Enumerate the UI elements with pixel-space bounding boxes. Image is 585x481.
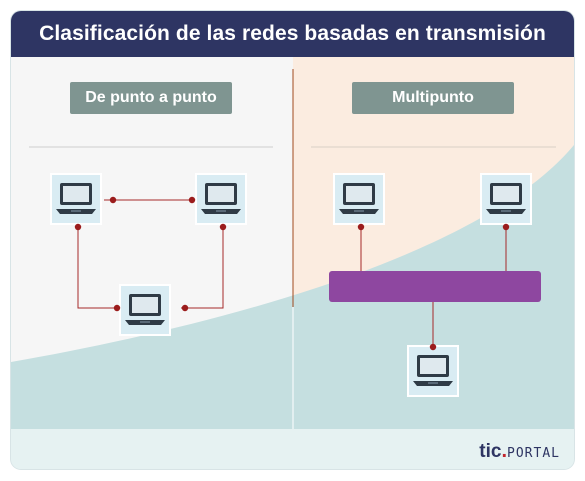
page-title: Clasificación de las redes basadas en transmisión [39, 22, 546, 45]
laptop-icon [51, 174, 101, 224]
brand-logo [479, 441, 560, 461]
label-punto-a-punto: De punto a punto [70, 82, 232, 114]
header-bar [11, 11, 574, 57]
brand-portal: PORTAL [507, 446, 560, 461]
laptop-icon [334, 174, 384, 224]
brand-tic: tic [479, 441, 502, 462]
label-multipunto: Multipunto [352, 82, 514, 114]
infographic-card [11, 11, 574, 469]
multipoint-bus [329, 271, 541, 302]
laptop-icon [120, 285, 170, 335]
laptop-icon [196, 174, 246, 224]
brand-dot: . [501, 440, 508, 462]
laptop-icon [408, 346, 458, 396]
laptop-icon [481, 174, 531, 224]
